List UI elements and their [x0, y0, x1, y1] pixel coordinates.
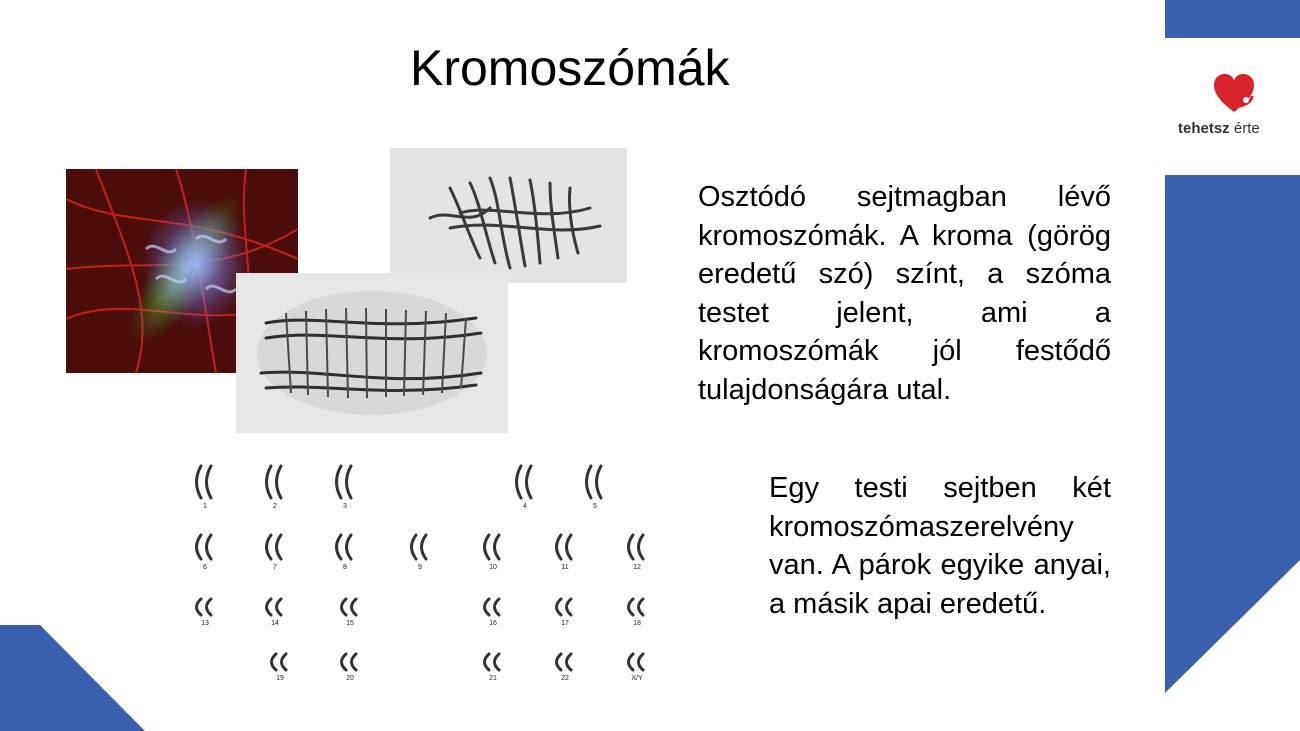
right-blue-shape: [1165, 175, 1300, 695]
chromosome-mark: [207, 599, 212, 615]
chromosome-mark: [342, 599, 347, 615]
chromosome-mark: [412, 535, 417, 559]
karyotype-label: 8: [343, 564, 347, 571]
karyotype-label: 18: [633, 620, 641, 627]
chromosome-mark: [557, 654, 562, 670]
chromosome-mark: [337, 535, 342, 559]
karyotype-label: 5: [593, 503, 597, 510]
chromosome-mark: [422, 535, 427, 559]
karyotype-label: 14: [271, 620, 279, 627]
chromosome-mark: [347, 466, 352, 498]
chromosome-mark: [629, 599, 634, 615]
karyotype-label: 19: [276, 675, 284, 682]
chromosome-mark: [567, 599, 572, 615]
chromosome-mark: [277, 466, 282, 498]
top-right-blue-bar: [1165, 0, 1300, 38]
chromosome-mark: [495, 599, 500, 615]
chromosome-mark: [277, 535, 282, 559]
chromosome-mark: [267, 535, 272, 559]
chromosome-mark: [629, 654, 634, 670]
karyotype-diagram: [175, 462, 675, 692]
chromosome-mark: [527, 466, 532, 498]
karyotype-label: 11: [561, 564, 569, 571]
chromosome-mark: [495, 535, 500, 559]
chromosome-set-text: Egy testi sejtben két kromoszómaszerelvény van. A párok egyike anyai, a másik apai eredetű.: [769, 472, 1111, 620]
karyotype-label: 12: [633, 564, 641, 571]
karyotype-label: 15: [346, 620, 354, 627]
chromosome-mark: [352, 654, 357, 670]
karyotype-label: 7: [273, 564, 277, 571]
chromosome-mark: [587, 466, 592, 498]
chromosome-mark: [517, 466, 522, 498]
chromosome-mark: [639, 654, 644, 670]
chromosome-mark: [207, 535, 212, 559]
chromosome-mark: [197, 466, 202, 498]
chromosome-mark: [347, 535, 352, 559]
chromosome-mark: [197, 535, 202, 559]
karyotype-label: 13: [201, 620, 209, 627]
chromosome-mark: [485, 599, 490, 615]
chromosome-mark: [337, 466, 342, 498]
karyotype-label: 3: [343, 503, 347, 510]
karyotype-label: 1: [203, 503, 207, 510]
karyotype-label: 2: [273, 503, 277, 510]
karyotype-label: 17: [561, 620, 569, 627]
chromosome-mark: [485, 654, 490, 670]
karyotype-label: 16: [489, 620, 497, 627]
chromosome-mark: [597, 466, 602, 498]
slide-title: Kromoszómák: [410, 40, 730, 96]
logo-text-bold: tehetsz: [1178, 120, 1230, 137]
heart-icon: [1210, 70, 1258, 118]
karyotype-label: 9: [418, 564, 422, 571]
chromosome-mark: [567, 535, 572, 559]
chromosome-mark: [342, 654, 347, 670]
chromosome-mark: [485, 535, 490, 559]
karyotype-label: 20: [346, 675, 354, 682]
logo-text-light: érte: [1229, 120, 1260, 137]
chromosome-spread-photo-bottom: [236, 273, 508, 433]
chromosome-mark: [557, 599, 562, 615]
chromosome-mark: [282, 654, 287, 670]
karyotype-label: 10: [489, 564, 497, 571]
logo-text: [1178, 120, 1260, 137]
karyotype-label: 6: [203, 564, 207, 571]
chromosome-mark: [267, 599, 272, 615]
chromosome-mark: [495, 654, 500, 670]
chromosome-mark: [557, 535, 562, 559]
tehetsz-erte-logo: [1176, 70, 1276, 142]
chromosome-description-text: Osztódó sejtmagban lévő kromoszómák. A kroma (görög eredetű szó) színt, a szóma testet jelent, ami a kromoszómák jól festődő tulajdonságára utal.: [698, 181, 1111, 406]
karyotype-label: 21: [489, 675, 497, 682]
chromosome-mark: [567, 654, 572, 670]
chromosome-mark: [197, 599, 202, 615]
karyotype-label: 4: [523, 503, 527, 510]
chromosome-mark: [352, 599, 357, 615]
karyotype-label: 22: [561, 675, 569, 682]
chromosome-mark: [207, 466, 212, 498]
chromosome-mark: [639, 535, 644, 559]
bottom-left-blue-triangle: [0, 625, 150, 731]
chromosome-mark: [267, 466, 272, 498]
karyotype-label: X/Y: [631, 675, 643, 682]
chromosome-mark: [272, 654, 277, 670]
chromosome-mark: [639, 599, 644, 615]
chromosome-mark: [277, 599, 282, 615]
chromosome-spread-photo-top: [390, 148, 627, 283]
chromosome-mark: [629, 535, 634, 559]
